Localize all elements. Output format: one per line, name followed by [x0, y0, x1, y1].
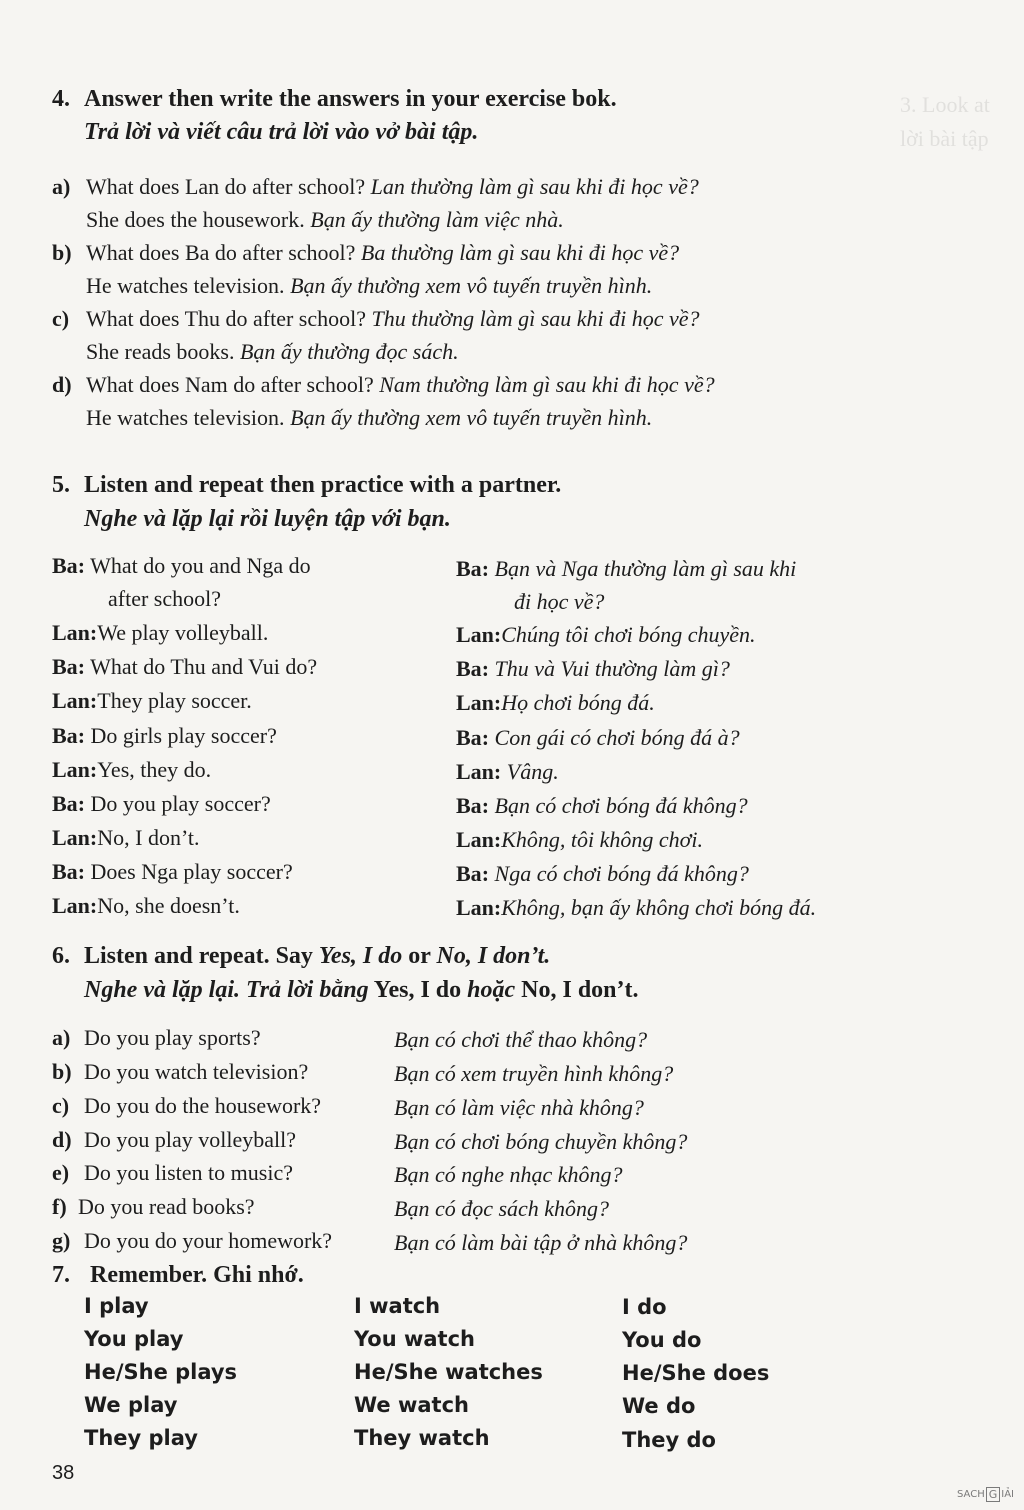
- dialog-line-en: Lan:We play volleyball.: [52, 620, 269, 645]
- dialog-line-vi: Lan: Vâng.: [456, 759, 559, 784]
- dialog-line-en: Lan:No, she doesn’t.: [52, 893, 240, 918]
- dialog-line-en: Lan:Yes, they do.: [52, 757, 212, 782]
- dialog-line-en: Ba: Do girls play soccer?: [52, 723, 277, 748]
- q7-title: 7. Remember. Ghi nhớ.: [52, 1262, 304, 1288]
- q6-item-en: a) Do you play sports?: [52, 1025, 261, 1050]
- bleed-through-text: lời bài tập: [900, 126, 989, 151]
- dialog-line-en: Ba: What do Thu and Vui do?: [52, 654, 318, 679]
- dialog-line-vi: Lan:Chúng tôi chơi bóng chuyền.: [456, 622, 756, 647]
- verb-form: I do: [622, 1295, 667, 1319]
- dialog-line-vi: Lan:Không, bạn ấy không chơi bóng đá.: [456, 895, 817, 920]
- verb-form: I watch: [354, 1294, 441, 1318]
- verb-form: He/She plays: [84, 1360, 238, 1384]
- dialog-line-vi: Ba: Con gái có chơi bóng đá à?: [456, 725, 740, 750]
- dialog-line-vi: Lan:Không, tôi không chơi.: [456, 827, 704, 852]
- q4-answer: He watches television. Bạn ấy thường xem vô tuyến truyền hình.: [86, 273, 653, 298]
- q6-item-vi: Bạn có đọc sách không?: [394, 1196, 610, 1221]
- q6-item-en: f) Do you read books?: [52, 1194, 255, 1219]
- verb-form: You play: [84, 1327, 184, 1351]
- q6-item-vi: Bạn có làm bài tập ở nhà không?: [394, 1230, 688, 1255]
- verb-form: We play: [84, 1393, 178, 1417]
- verb-form: You watch: [354, 1327, 475, 1351]
- dialog-line-en: Lan:They play soccer.: [52, 688, 252, 713]
- q4-question: b) What does Ba do after school? Ba thường làm gì sau khi đi học về?: [52, 240, 680, 265]
- bleed-through-text: 3. Look at: [900, 92, 990, 117]
- q6-item-en: d) Do you play volleyball?: [52, 1127, 297, 1152]
- dialog-line-en-cont: after school?: [108, 586, 221, 611]
- dialog-line-en: Ba: What do you and Nga do: [52, 553, 311, 578]
- verb-form: He/She watches: [354, 1360, 543, 1384]
- verb-form: They play: [84, 1426, 198, 1450]
- brand-logo-icon: G: [986, 1487, 1001, 1502]
- brand-watermark: SACH G IẢI: [957, 1488, 1014, 1501]
- q4-question: d) What does Nam do after school? Nam thường làm gì sau khi đi học về?: [52, 372, 715, 397]
- dialog-line-en: Ba: Does Nga play soccer?: [52, 859, 293, 884]
- page-number: 38: [52, 1462, 75, 1484]
- verb-form: We do: [622, 1394, 696, 1418]
- q4-answer: He watches television. Bạn ấy thường xem vô tuyến truyền hình.: [86, 405, 653, 430]
- dialog-line-vi: Ba: Bạn và Nga thường làm gì sau khi: [456, 556, 797, 581]
- dialog-line-en: Lan:No, I don’t.: [52, 825, 200, 850]
- q4-subtitle: Trả lời và viết câu trả lời vào vở bài tập.: [84, 119, 479, 145]
- q6-item-vi: Bạn có làm việc nhà không?: [394, 1095, 644, 1120]
- q5-title: 5. Listen and repeat then practice with a partner.: [52, 472, 562, 498]
- q5-subtitle: Nghe và lặp lại rồi luyện tập với bạn.: [84, 506, 451, 532]
- dialog-line-vi: Lan:Họ chơi bóng đá.: [456, 690, 655, 715]
- dialog-line-vi: Ba: Nga có chơi bóng đá không?: [456, 861, 749, 886]
- verb-form: I play: [84, 1294, 149, 1318]
- q6-item-en: g) Do you do your homework?: [52, 1228, 333, 1253]
- q6-item-vi: Bạn có xem truyền hình không?: [394, 1061, 674, 1086]
- q6-item-vi: Bạn có nghe nhạc không?: [394, 1162, 623, 1187]
- dialog-line-vi-cont: đi học về?: [514, 589, 605, 614]
- verb-form: We watch: [354, 1393, 469, 1417]
- q4-answer: She does the housework. Bạn ấy thường làm việc nhà.: [86, 207, 564, 232]
- q6-item-vi: Bạn có chơi bóng chuyền không?: [394, 1129, 688, 1154]
- q4-question: a) What does Lan do after school? Lan thường làm gì sau khi đi học về?: [52, 174, 699, 199]
- q6-item-en: b) Do you watch television?: [52, 1059, 309, 1084]
- q6-item-vi: Bạn có chơi thể thao không?: [394, 1027, 648, 1052]
- verb-form: You do: [622, 1328, 702, 1352]
- q4-title: 4. Answer then write the answers in your exercise bok.: [52, 86, 617, 112]
- verb-form: They watch: [354, 1426, 490, 1450]
- q6-subtitle: Nghe và lặp lại. Trả lời bằng Yes, I do hoặc No, I don’t.: [84, 977, 639, 1003]
- verb-form: He/She does: [622, 1361, 770, 1385]
- q6-title: 6. Listen and repeat. Say Yes, I do or No, I don’t.: [52, 943, 551, 969]
- q4-question: c) What does Thu do after school? Thu thường làm gì sau khi đi học về?: [52, 306, 700, 331]
- verb-form: They do: [622, 1428, 716, 1452]
- q4-answer: She reads books. Bạn ấy thường đọc sách.: [86, 339, 459, 364]
- dialog-line-en: Ba: Do you play soccer?: [52, 791, 271, 816]
- q6-item-en: c) Do you do the housework?: [52, 1093, 322, 1118]
- q6-item-en: e) Do you listen to music?: [52, 1160, 293, 1185]
- dialog-line-vi: Ba: Thu và Vui thường làm gì?: [456, 656, 730, 681]
- dialog-line-vi: Ba: Bạn có chơi bóng đá không?: [456, 793, 748, 818]
